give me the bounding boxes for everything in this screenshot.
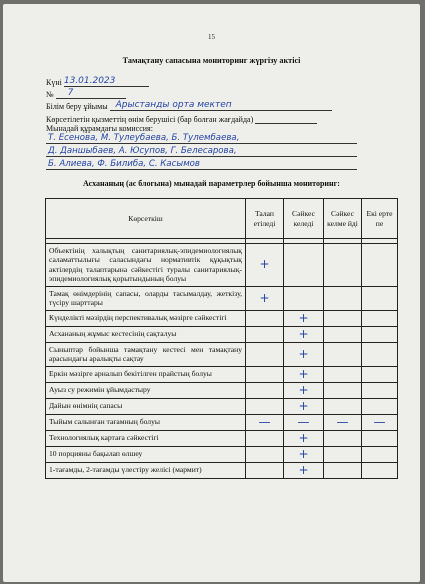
- monitoring-subtitle: Асхананың (ас блогына) мынадай параметрлер бойынша мониторинг:: [83, 179, 340, 188]
- header-noncompliant: Сәйкес келме йді: [324, 199, 362, 239]
- number-label: №: [46, 90, 54, 99]
- document-page: [3, 4, 420, 582]
- header-note: Екі ерте пе: [362, 199, 398, 239]
- table-row: 10 порцияны бақылап өлшеу +: [46, 446, 398, 462]
- number-row: [46, 88, 126, 99]
- provider-field: [255, 113, 317, 124]
- header-compliant: Сәйкес келеді: [284, 199, 324, 239]
- provider-label: Көрсетілетін қызметтің өнім берушісі (бар болған жағдайда): [46, 115, 254, 124]
- number-field: 7: [56, 88, 126, 99]
- table-row: Ауыз су режимін ұйымдастыру +: [46, 382, 398, 398]
- table-row: Еркін мәзірге арналып бекітілген прайстың болуы +: [46, 366, 398, 382]
- commission-line-2: Д. Даншыбаев, А. Юсупов, Г. Белесарова,: [46, 144, 357, 157]
- header-indicator: Көрсеткіш: [46, 199, 246, 239]
- school-row: [46, 100, 332, 111]
- provider-row: [46, 113, 317, 124]
- monitoring-table: [45, 198, 398, 479]
- commission-line-1: Т. Есенова, М. Тулеубаева, Б. Тулембаева,: [46, 131, 357, 144]
- table-row: Технологиялық картаға сәйкестігі +: [46, 430, 398, 446]
- commission-label: Мынадай құрамдағы комиссия:: [46, 124, 153, 133]
- table-header-row: [46, 199, 398, 239]
- table-row: Күнделікті мәзірдің перспективалық мәзірге сәйкестігі +: [46, 310, 398, 326]
- page-number: 15: [208, 33, 215, 41]
- school-field: Арыстанды орта мектеп: [110, 100, 332, 111]
- table-row: Дайын өнімнің сапасы +: [46, 398, 398, 414]
- table-row: Тамақ өнімдерінің сапасы, оларды тасымалдау, жеткізу, түсіру шарттары +: [46, 286, 398, 310]
- date-field: 13.01.2023: [64, 76, 149, 87]
- header-required: Талап етіледі: [246, 199, 284, 239]
- document-title: Тамақтану сапасына мониторинг жүргізу актісі: [122, 56, 301, 65]
- table-row: Объектінің халықтың санитариялық-эпидемиологиялық саламаттылығы саласындағы нормативтік құқықтық актілердің талаптарына сәйкестігі туралы санитариялық-эпидемиологиялық қорытындының болуы +: [46, 244, 398, 287]
- table-row: 1-тағамды, 2-тағамды үлестіру желісі (мармит) +: [46, 462, 398, 478]
- date-label: Күні: [46, 78, 62, 87]
- table-row: Асхананың жұмыс кестесінің сақталуы +: [46, 326, 398, 342]
- commission-line-3: Б. Алиева, Ф. Билиба, С. Касымов: [46, 157, 357, 170]
- school-label: Білім беру ұйымы: [46, 102, 108, 111]
- table-row: Тыйым салынған тағамның болуы — — — —: [46, 414, 398, 430]
- date-row: [46, 76, 149, 87]
- table-row: Сыныптар бойынша тамақтану кестесі мен тамақтану арасындағы аралықты сақтау +: [46, 342, 398, 366]
